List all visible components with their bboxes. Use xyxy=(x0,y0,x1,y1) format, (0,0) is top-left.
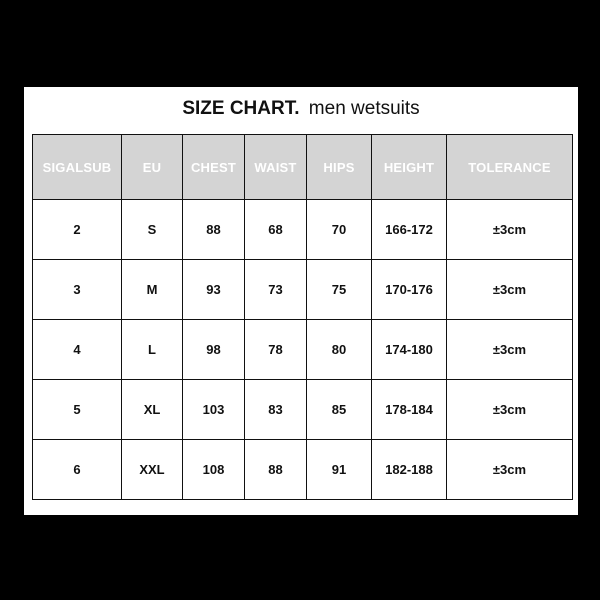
header-eu: EU xyxy=(122,135,183,200)
cell-hips: 70 xyxy=(307,200,372,260)
cell-height: 174-180 xyxy=(372,320,447,380)
cell-waist: 88 xyxy=(245,440,307,500)
header-waist: WAIST xyxy=(245,135,307,200)
cell-tolerance: ±3cm xyxy=(447,200,573,260)
table-row xyxy=(33,200,573,260)
page-title xyxy=(24,98,578,120)
cell-waist: 73 xyxy=(245,260,307,320)
cell-hips: 75 xyxy=(307,260,372,320)
cell-hips: 85 xyxy=(307,380,372,440)
title-subtitle: men wetsuits xyxy=(308,98,420,119)
table-row xyxy=(33,380,573,440)
cell-sigalsub: 2 xyxy=(33,200,122,260)
table-row xyxy=(33,260,573,320)
table-header-row xyxy=(33,135,573,200)
header-tolerance: TOLERANCE xyxy=(447,135,573,200)
cell-sigalsub: 5 xyxy=(33,380,122,440)
cell-chest: 88 xyxy=(183,200,245,260)
cell-tolerance: ±3cm xyxy=(447,380,573,440)
cell-chest: 108 xyxy=(183,440,245,500)
cell-height: 178-184 xyxy=(372,380,447,440)
cell-eu: XL xyxy=(122,380,183,440)
cell-tolerance: ±3cm xyxy=(447,440,573,500)
cell-hips: 91 xyxy=(307,440,372,500)
cell-eu: S xyxy=(122,200,183,260)
cell-eu: L xyxy=(122,320,183,380)
header-hips: HIPS xyxy=(307,135,372,200)
cell-tolerance: ±3cm xyxy=(447,320,573,380)
cell-height: 182-188 xyxy=(372,440,447,500)
cell-eu: M xyxy=(122,260,183,320)
cell-chest: 98 xyxy=(183,320,245,380)
cell-eu: XXL xyxy=(122,440,183,500)
cell-sigalsub: 3 xyxy=(33,260,122,320)
cell-sigalsub: 4 xyxy=(33,320,122,380)
cell-waist: 78 xyxy=(245,320,307,380)
cell-sigalsub: 6 xyxy=(33,440,122,500)
header-sigalsub: SIGALSUB xyxy=(33,135,122,200)
cell-chest: 93 xyxy=(183,260,245,320)
cell-chest: 103 xyxy=(183,380,245,440)
size-table xyxy=(32,134,573,500)
table-row xyxy=(33,440,573,500)
size-chart-panel xyxy=(24,87,578,515)
cell-waist: 83 xyxy=(245,380,307,440)
header-height: HEIGHT xyxy=(372,135,447,200)
cell-hips: 80 xyxy=(307,320,372,380)
cell-height: 166-172 xyxy=(372,200,447,260)
title-bold: SIZE CHART. xyxy=(182,98,300,119)
cell-height: 170-176 xyxy=(372,260,447,320)
cell-waist: 68 xyxy=(245,200,307,260)
header-chest: CHEST xyxy=(183,135,245,200)
cell-tolerance: ±3cm xyxy=(447,260,573,320)
table-row xyxy=(33,320,573,380)
